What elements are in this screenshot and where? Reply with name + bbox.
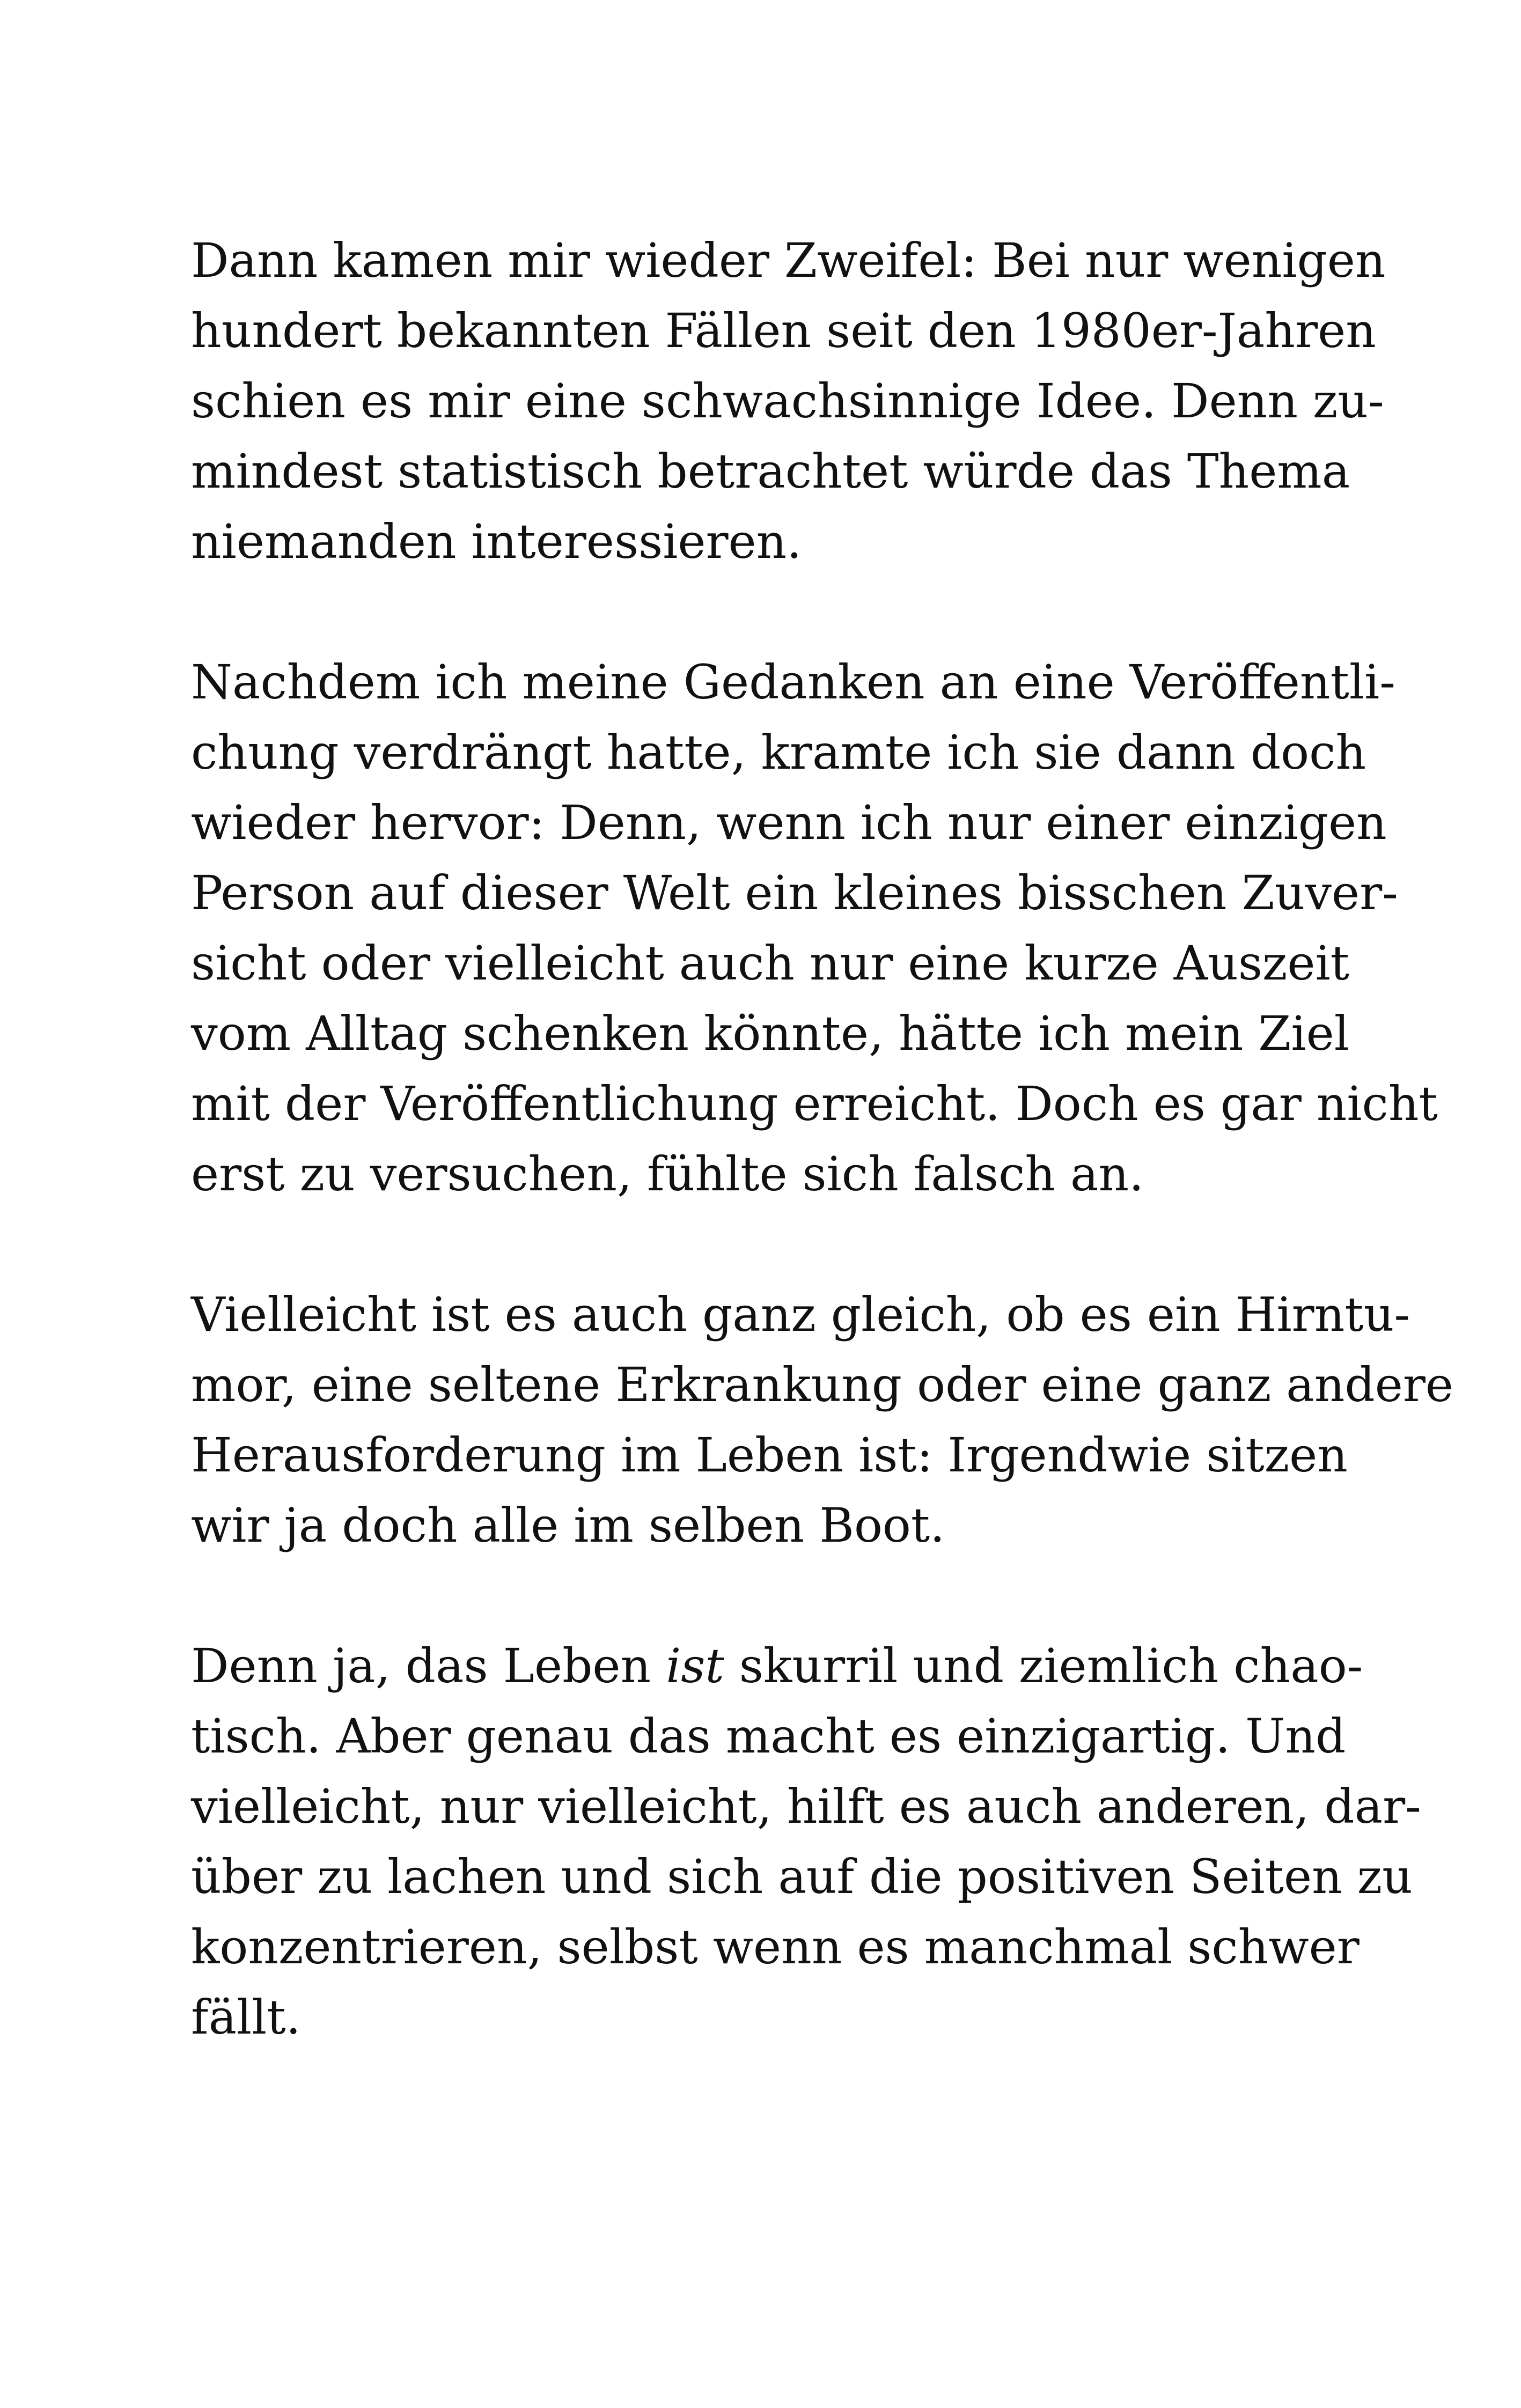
text-line: Nachdem ich meine Gedanken an eine Veröffentli- <box>191 654 1395 710</box>
text-line: konzentrieren, selbst wenn es manchmal schwer <box>191 1919 1360 1975</box>
paragraph-3 <box>191 1279 1453 1560</box>
text-line: vom Alltag schenken könnte, hätte ich mein Ziel <box>191 1006 1349 1061</box>
text-line: tisch. Aber genau das macht es einzigartig. Und <box>191 1709 1346 1764</box>
text-segment: skurril und ziemlich chao- <box>724 1638 1363 1693</box>
text-line: sicht oder vielleicht auch nur eine kurze Auszeit <box>191 936 1350 991</box>
paragraph-2 <box>191 647 1438 1209</box>
text-line: wieder hervor: Denn, wenn ich nur einer einzigen <box>191 795 1387 850</box>
text-line: niemanden interessieren. <box>191 514 802 569</box>
emphasized-word: ist <box>666 1638 724 1693</box>
book-page <box>191 225 1453 2123</box>
text-line: mit der Veröffentlichung erreicht. Doch es gar nicht <box>191 1076 1438 1131</box>
text-line: Vielleicht ist es auch ganz gleich, ob es ein Hirntu- <box>191 1287 1410 1342</box>
text-line: fällt. <box>191 1990 301 2045</box>
paragraph-4 <box>191 1631 1421 2052</box>
text-line <box>191 1631 1363 1701</box>
text-line: Person auf dieser Welt ein kleines bisschen Zuver- <box>191 865 1398 921</box>
text-line: vielleicht, nur vielleicht, hilft es auch anderen, dar- <box>191 1779 1421 1834</box>
text-line: Herausforderung im Leben ist: Irgendwie sitzen <box>191 1427 1348 1483</box>
text-line: über zu lachen und sich auf die positiven Seiten zu <box>191 1849 1413 1904</box>
text-line: hundert bekannten Fällen seit den 1980er-Jahren <box>191 303 1376 358</box>
text-line: wir ja doch alle im selben Boot. <box>191 1498 945 1553</box>
text-line: mindest statistisch betrachtet würde das Thema <box>191 444 1350 499</box>
text-line: schien es mir eine schwachsinnige Idee. Denn zu- <box>191 373 1384 429</box>
text-line: Dann kamen mir wieder Zweifel: Bei nur wenigen <box>191 233 1386 288</box>
text-line: mor, eine seltene Erkrankung oder eine ganz andere <box>191 1357 1453 1412</box>
text-line: chung verdrängt hatte, kramte ich sie dann doch <box>191 725 1366 780</box>
text-segment: Denn ja, das Leben <box>191 1638 666 1693</box>
paragraph-1 <box>191 225 1386 577</box>
text-line: erst zu versuchen, fühlte sich falsch an. <box>191 1146 1144 1202</box>
